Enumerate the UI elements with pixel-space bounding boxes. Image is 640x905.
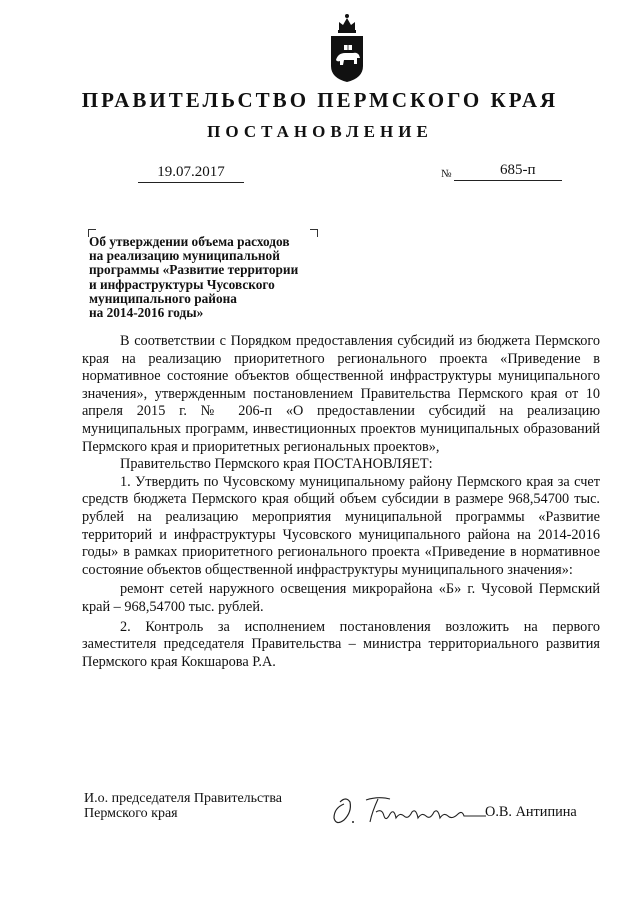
document-number: 685-п [454,162,562,181]
clause-1-item: ремонт сетей наружного освещения микрорайона «Б» г. Чусовой Пермский край – 968,54700 тыс. рублей. [82,581,600,615]
document-subject [89,235,329,320]
clause-1-paragraph: 1. Утвердить по Чусовскому муниципальному району Пермского края за счет средств бюджета Пермского края общий объем субсидии в размере 968,54700 тыс. рублей на реализацию мероприятия муниципальной программы «Развитие территорий и инфраструктуры Чусовского муниципального района на 2014-2016 годы» в рамках приоритетного регионального проекта «Приведение в нормативное состояние объектов общественной инфраструктуры муниципального значения»: [82,473,600,578]
subject-line: муниципального района [89,290,237,306]
position-line: И.о. председателя Правительства [84,791,283,806]
signatory-position [84,791,282,821]
handwritten-signature [326,790,496,830]
position-line: Пермского края [84,806,178,821]
subject-line: программы «Развитие территории [89,262,299,278]
subject-line: и инфраструктуры Чусовского [89,276,275,292]
document-body [82,333,600,671]
coat-of-arms-emblem [327,12,367,84]
preamble-paragraph: В соответствии с Порядком предоставления субсидий из бюджета Пермского края на реализацию приоритетного регионального проекта «Приведение в нормативное состояние объектов общественной инфраструктуры муниципального значения», утвержденным постановлением Правительства Пермского края от 10 апреля 2015 г. № 206-п «О предоставлении субсидий на реализацию муниципальных программ, инвестиционных проектов муниципальных образований Пермского края и приоритетных региональных проектов», [82,333,600,455]
clause-2-paragraph: 2. Контроль за исполнением постановления возложить на первого заместителя председателя Правительства – министра территориального развития Пермского края Кокшарова Р.А. [82,618,600,670]
document-type: ПОСТАНОВЛЕНИЕ [207,122,433,141]
subject-line: Об утверждении объема расходов [89,234,290,249]
signatory-name: О.В. Антипина [485,804,577,820]
signature-icon [326,790,496,830]
number-sign: № [441,168,452,180]
bear-emblem-icon [327,12,367,84]
subject-line: на реализацию муниципальной [89,248,280,264]
subject-line: на 2014-2016 годы» [89,305,204,321]
document-date: 19.07.2017 [138,164,244,183]
resolution-paragraph: Правительство Пермского края ПОСТАНОВЛЯЕТ: [120,456,433,473]
government-title: ПРАВИТЕЛЬСТВО ПЕРМСКОГО КРАЯ [81,88,559,112]
